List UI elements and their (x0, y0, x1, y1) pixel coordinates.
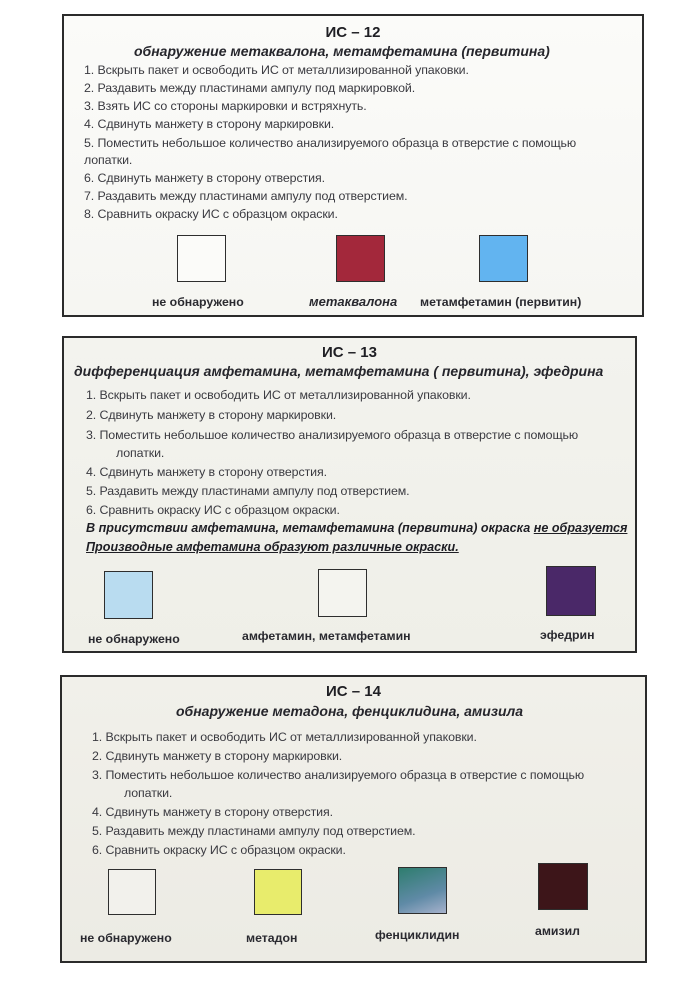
instruction-step: 4. Сдвинуть манжету в сторону отверстия. (92, 805, 333, 819)
instruction-step: 3. Взять ИС со стороны маркировки и встряхнуть. (84, 99, 367, 113)
swatch-label: не обнаружено (152, 295, 244, 309)
instruction-step: 4. Сдвинуть манжету в сторону маркировки. (84, 117, 335, 131)
instruction-step: 2. Раздавить между пластинами ампулу под маркировкой. (84, 81, 416, 95)
instruction-step: 6. Сравнить окраску ИС с образцом окраски. (92, 843, 346, 857)
swatch-label: амизил (535, 924, 580, 938)
color-swatch-amphetamine (318, 569, 367, 617)
instruction-step: 2. Сдвинуть манжету в сторону маркировки. (92, 749, 343, 763)
color-swatch-phencyclidine (398, 867, 447, 914)
instruction-step: 1. Вскрыть пакет и освободить ИС от металлизированной упаковки. (86, 388, 471, 402)
result-note-text: В присутствии амфетамина, метамфетамина (первитина) окраска (86, 521, 534, 535)
instruction-step: 7. Раздавить между пластинами ампулу под отверстием. (84, 189, 408, 203)
swatch-label: эфедрин (540, 628, 595, 642)
swatch-label: метамфетамин (первитин) (420, 295, 582, 309)
instruction-step: 4. Сдвинуть манжету в сторону отверстия. (86, 465, 327, 479)
card-subtitle: дифференциация амфетамина, метамфетамина ( первитина), эфедрина (74, 363, 604, 379)
instruction-step: 5. Раздавить между пластинами ампулу под отверстием. (92, 824, 416, 838)
card-title: ИС – 13 (322, 344, 377, 361)
test-card-is12 (62, 14, 644, 317)
result-note-derivatives-text: Производные амфетамина образуют различные окраски. (86, 540, 459, 554)
color-swatch-amizil (538, 863, 588, 910)
card-title: ИС – 14 (326, 683, 381, 700)
instruction-step: 2. Сдвинуть манжету в сторону маркировки. (86, 408, 337, 422)
swatch-label: метаквалона (309, 294, 398, 309)
instruction-step: 6. Сдвинуть манжету в сторону отверстия. (84, 171, 325, 185)
swatch-label: фенциклидин (375, 928, 460, 942)
instruction-step: 3. Поместить небольшое количество анализируемого образца в отверстие с помощью (86, 428, 579, 442)
color-swatch-methaqualone (336, 235, 385, 282)
instruction-step-continued: лопатки. (124, 786, 173, 800)
swatch-label: не обнаружено (88, 632, 180, 646)
test-card-is14 (60, 675, 647, 963)
color-swatch-not-detected (104, 571, 153, 619)
color-swatch-methadone (254, 869, 302, 915)
color-swatch-not-detected (177, 235, 226, 282)
color-swatch-not-detected (108, 869, 156, 915)
instruction-step: 3. Поместить небольшое количество анализируемого образца в отверстие с помощью (92, 768, 585, 782)
instruction-step: 6. Сравнить окраску ИС с образцом окраски. (86, 503, 340, 517)
instruction-step: 1. Вскрыть пакет и освободить ИС от металлизированной упаковки. (92, 730, 477, 744)
instruction-step: 1. Вскрыть пакет и освободить ИС от металлизированной упаковки. (84, 63, 469, 77)
result-note (86, 521, 627, 535)
instruction-step-continued: лопатки. (116, 446, 165, 460)
instruction-step: 5. Поместить небольшое количество анализируемого образца в отверстие с помощью (84, 136, 577, 150)
result-note-derivatives (86, 540, 459, 554)
color-swatch-methamphetamine (479, 235, 528, 282)
result-note-underlined: не образуется (533, 521, 628, 535)
card-subtitle: обнаружение метадона, фенциклидина, амизила (176, 703, 524, 719)
swatch-label: не обнаружено (80, 931, 172, 945)
instruction-step-continued: лопатки. (84, 153, 133, 167)
swatch-label: амфетамин, метамфетамин (242, 629, 411, 643)
instruction-step: 8. Сравнить окраску ИС с образцом окраски. (84, 207, 338, 221)
card-subtitle: обнаружение метаквалона, метамфетамина (первитина) (134, 43, 550, 59)
swatch-label: метадон (246, 931, 298, 945)
test-card-is13 (62, 336, 637, 653)
color-swatch-ephedrine (546, 566, 596, 616)
card-title: ИС – 12 (325, 24, 381, 41)
instruction-step: 5. Раздавить между пластинами ампулу под отверстием. (86, 484, 410, 498)
